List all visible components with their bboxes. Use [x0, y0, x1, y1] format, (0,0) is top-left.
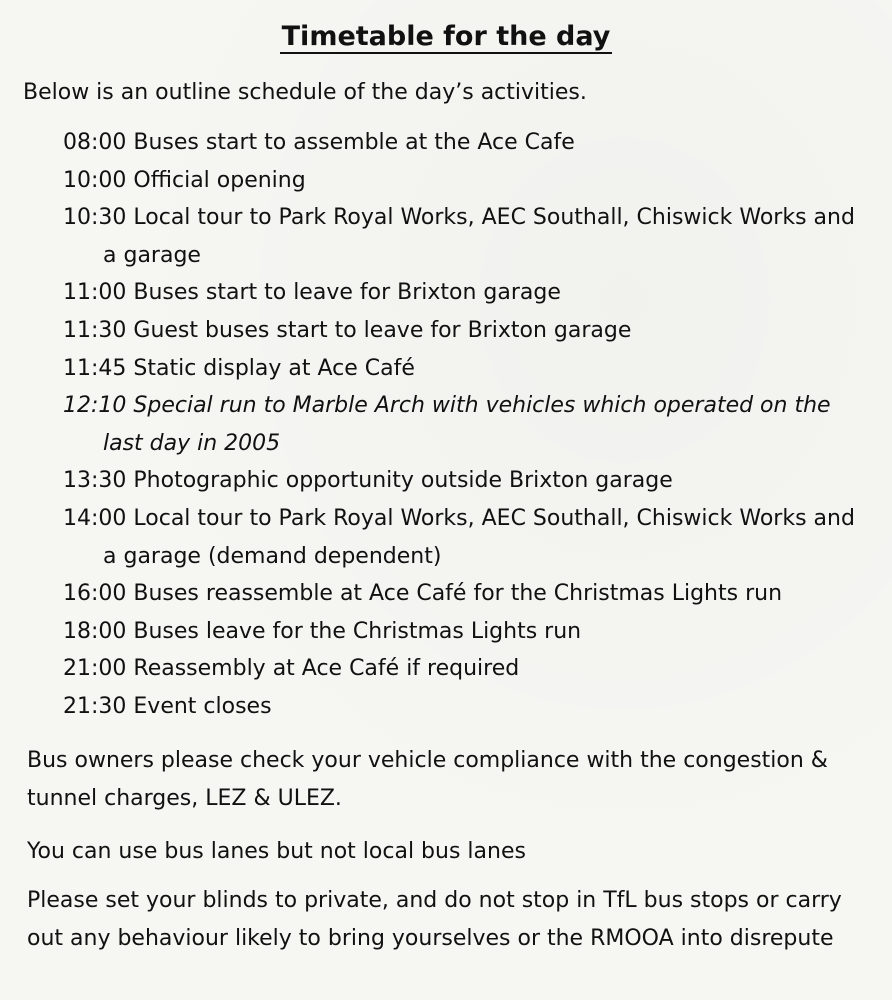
conduct-note: Please set your blinds to private, and do not stop in TfL bus stops or carry out any behaviour likely to bring yourselves or the RMOOA into disrepute [27, 888, 842, 951]
schedule-item: 08:00 Buses start to assemble at the Ace Cafe [63, 130, 575, 155]
schedule-item: 11:45 Static display at Ace Café [63, 355, 415, 381]
intro-text: Below is an outline schedule of the day’s activities. [23, 80, 587, 105]
schedule-item: 14:00 Local tour to Park Royal Works, AEC Southall, Chiswick Works and a garage (demand dependent) [63, 505, 855, 569]
schedule-item: 10:30 Local tour to Park Royal Works, AEC Southall, Chiswick Works and a garage [63, 205, 855, 268]
schedule-item: 16:00 Buses reassemble at Ace Café for the Christmas Lights run [63, 581, 783, 607]
page-title [0, 20, 892, 54]
page-title-text: Timetable for the day [281, 21, 611, 52]
schedule-item: 21:30 Event closes [63, 693, 272, 719]
schedule-item: 13:30 Photographic opportunity outside Brixton garage [63, 468, 673, 494]
schedule-item-special-run: 12:10 Special run to Marble Arch with vehicles which operated on the last day in 2005 [63, 393, 831, 456]
compliance-note: Bus owners please check your vehicle compliance with the congestion & tunnel charges, LEZ & ULEZ. [27, 748, 828, 811]
schedule-item: 11:00 Buses start to leave for Brixton garage [63, 280, 561, 306]
schedule-item: 11:30 Guest buses start to leave for Brixton garage [63, 317, 632, 343]
schedule-list [63, 124, 863, 726]
bus-lanes-note: You can use bus lanes but not local bus lanes [27, 839, 526, 864]
schedule-item: 10:00 Official opening [63, 167, 306, 193]
schedule-item: 18:00 Buses leave for the Christmas Lights run [63, 618, 582, 644]
schedule-item: 21:00 Reassembly at Ace Café if required [63, 656, 520, 682]
